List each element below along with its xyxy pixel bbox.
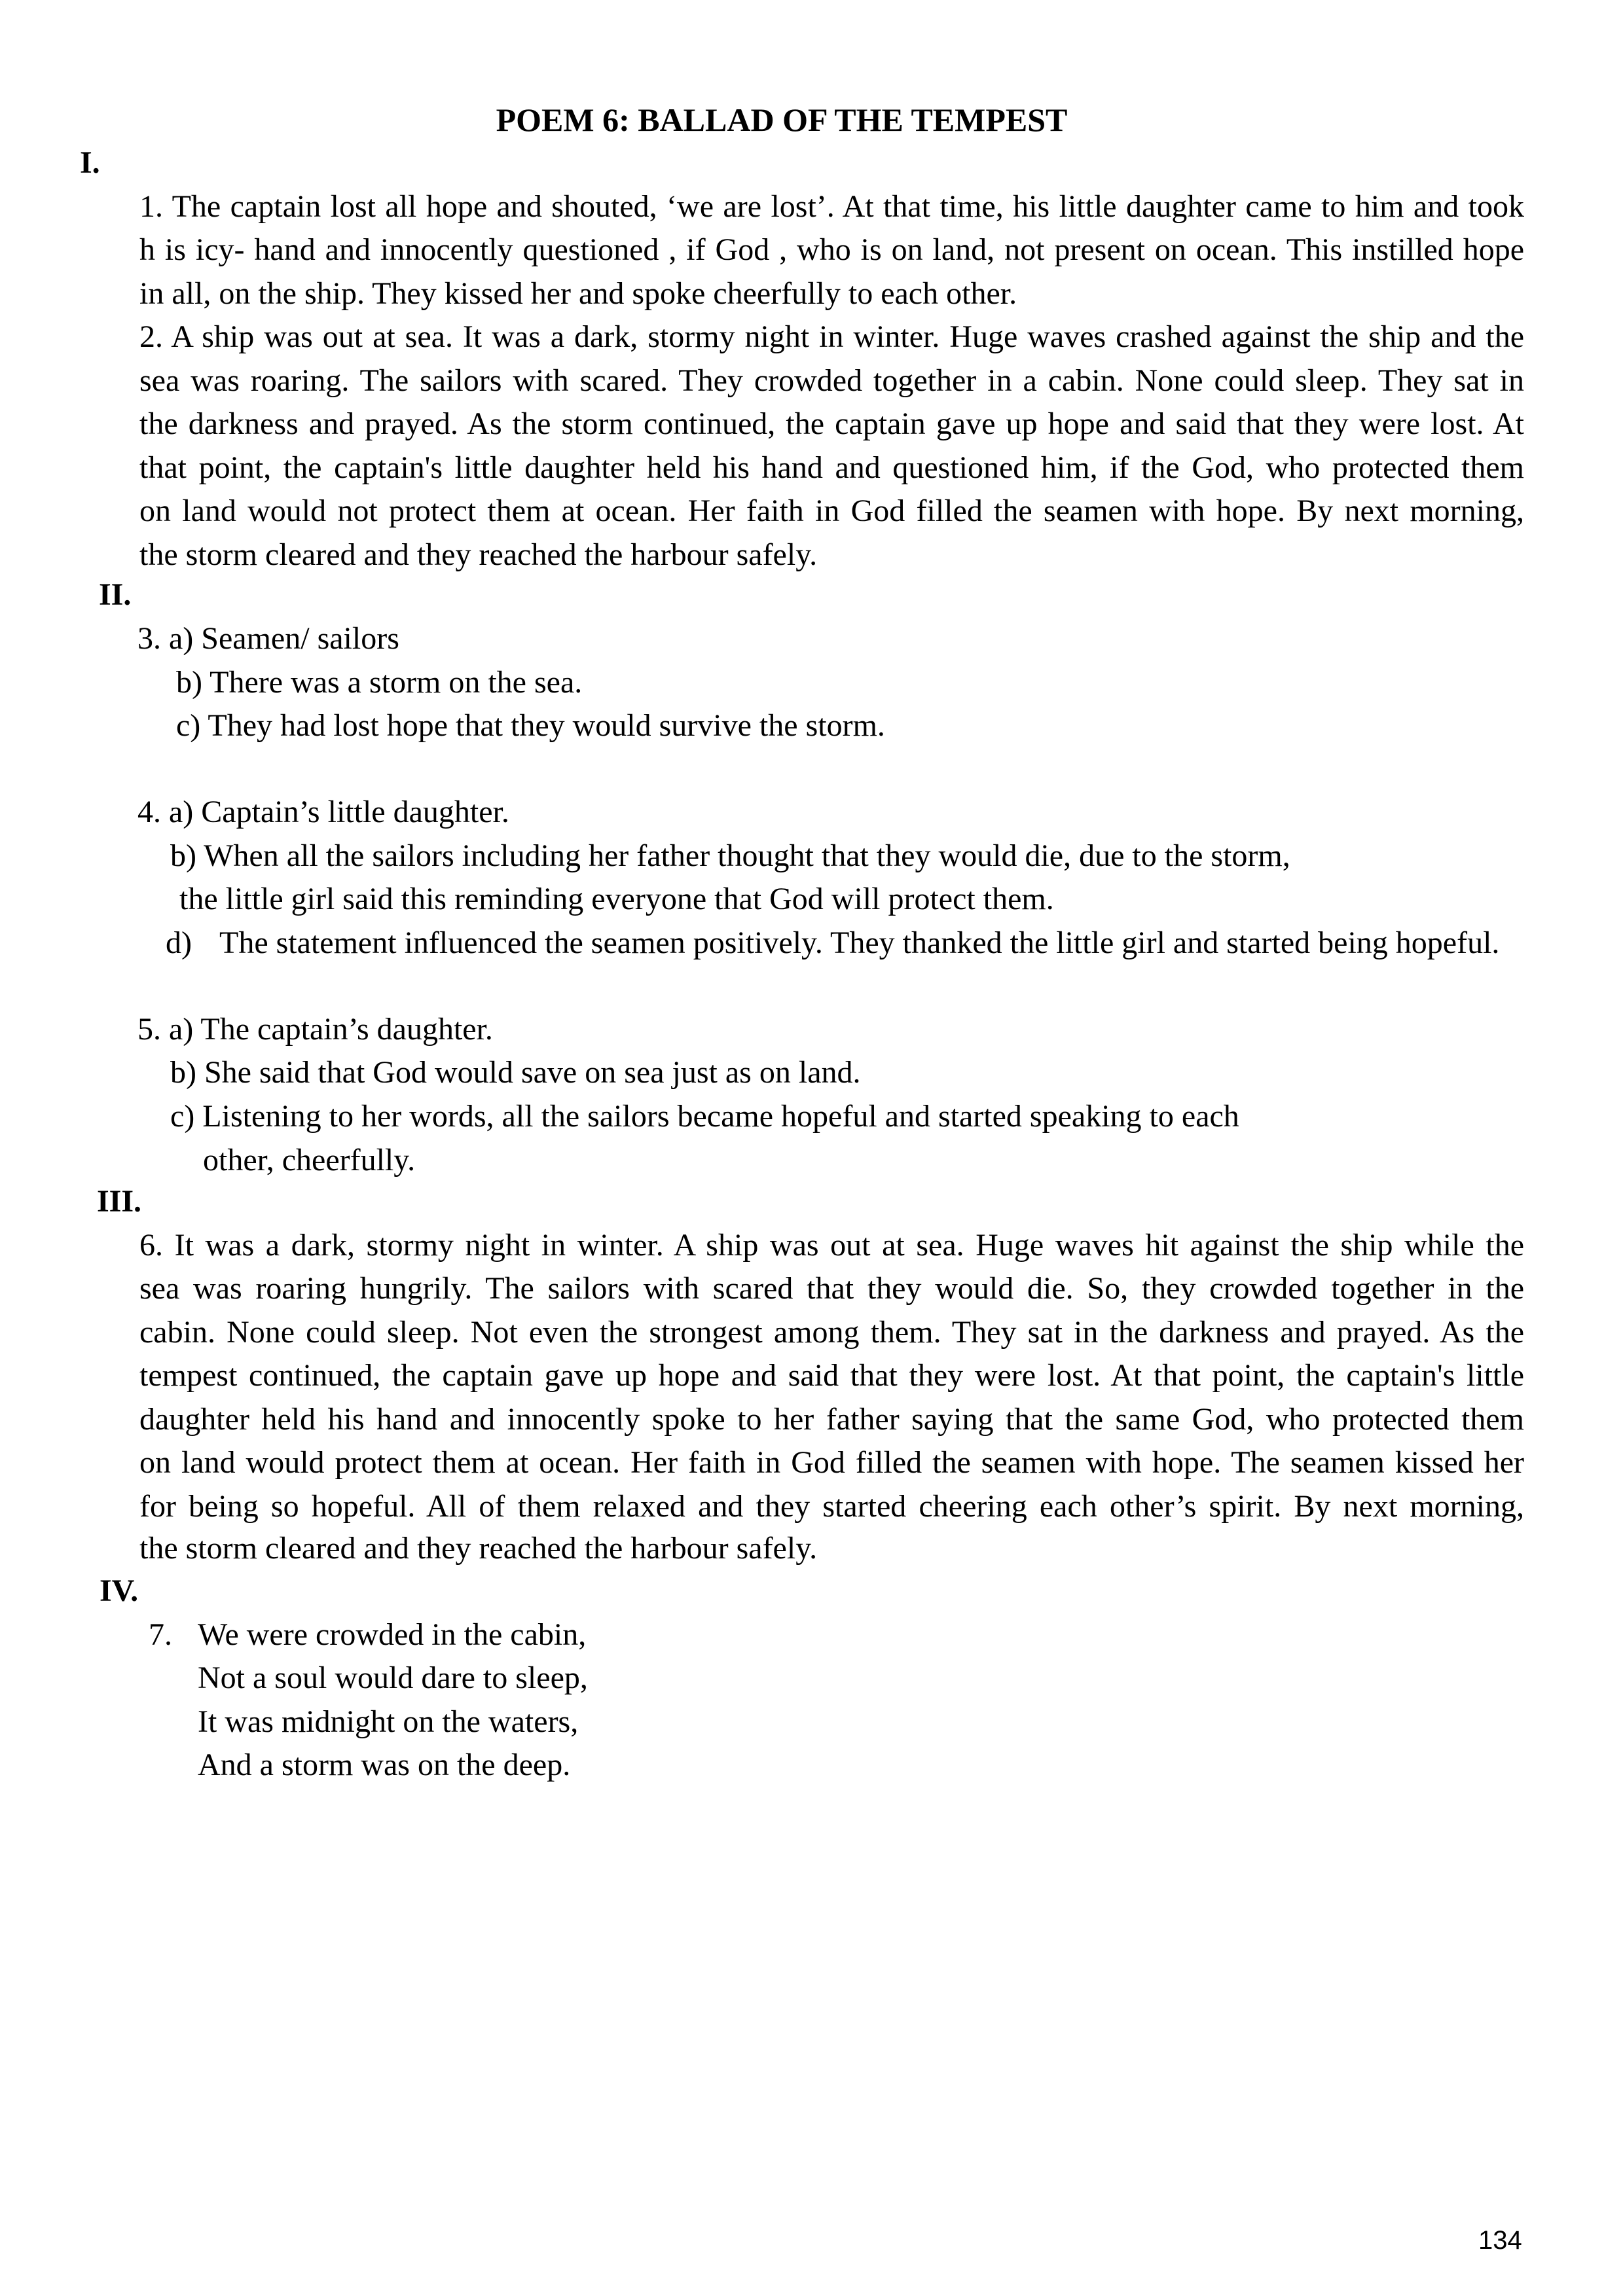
answer-line: the storm cleared and they reached the harbour safely. [139,537,818,572]
answer-line: 5. a) The captain’s daughter. [137,1012,493,1047]
answer-line: daughter held his hand and innocently spoke to her father saying that the same God, who protected them [139,1402,1524,1437]
list-number: 7. [149,1617,172,1652]
poem-line: And a storm was on the deep. [198,1748,571,1782]
answer-line: b) She said that God would save on sea just as on land. [170,1055,861,1090]
page-title: POEM 6: BALLAD OF THE TEMPEST [496,101,1068,138]
answer-line: the darkness and prayed. As the storm continued, the captain gave up hope and said that they were lost. At [139,406,1524,441]
section-heading-iv: IV. [100,1573,139,1608]
poem-line: We were crowded in the cabin, [198,1617,587,1652]
answer-line: h is icy- hand and innocently questioned , if God , who is on land, not present on ocean. This instilled hope [139,232,1524,267]
answer-line: that point, the captain's little daughter held his hand and questioned him, if the God, who protected them [139,450,1524,485]
section-heading-ii: II. [99,577,132,612]
poem-line: Not a soul would dare to sleep, [198,1660,588,1695]
answer-line: on land would protect them at ocean. Her faith in God filled the seamen with hope. The seamen kissed her [139,1445,1524,1480]
answer-marker: d) [166,925,192,960]
answer-line: on land would not protect them at ocean. Her faith in God filled the seamen with hope. By next morning, [139,493,1524,528]
answer-line: 4. a) Captain’s little daughter. [137,795,509,829]
answer-line: the little girl said this reminding everyone that God will protect them. [179,882,1054,916]
answer-line: for being so hopeful. All of them relaxed and they started cheering each other’s spirit. By next morning, [139,1489,1524,1524]
answer-line: sea was roaring. The sailors with scared. They crowded together in a cabin. None could sleep. They sat in [139,363,1524,398]
poem-line: It was midnight on the waters, [198,1704,579,1739]
answer-line: c) They had lost hope that they would survive the storm. [176,708,885,743]
answer-line: 6. It was a dark, stormy night in winter. A ship was out at sea. Huge waves hit against the ship while the [139,1228,1524,1263]
section-heading-iii: III. [97,1184,142,1219]
page-number: 134 [1478,2226,1522,2255]
section-heading-i: I. [80,145,100,180]
answer-line: b) There was a storm on the sea. [176,665,583,700]
answer-line: c) Listening to her words, all the sailors became hopeful and started speaking to each [170,1099,1239,1134]
answer-line: sea was roaring hungrily. The sailors with scared that they would die. So, they crowded together in the [139,1271,1524,1306]
answer-line: tempest continued, the captain gave up hope and said that they were lost. At that point, the captain's little [139,1358,1524,1393]
answer-line: 1. The captain lost all hope and shouted, ‘we are lost’. At that time, his little daughter came to him and took [139,189,1524,224]
answer-line: cabin. None could sleep. Not even the strongest among them. They sat in the darkness and prayed. As the [139,1315,1524,1350]
answer-line: The statement influenced the seamen positively. They thanked the little girl and started being hopeful. [219,925,1500,960]
answer-line: 3. a) Seamen/ sailors [137,621,399,656]
answer-line: the storm cleared and they reached the harbour safely. [139,1531,818,1566]
answer-line: b) When all the sailors including her father thought that they would die, due to the storm, [170,838,1290,873]
answer-line: other, cheerfully. [203,1143,416,1177]
answer-line: in all, on the ship. They kissed her and spoke cheerfully to each other. [139,276,1017,311]
answer-line: 2. A ship was out at sea. It was a dark, stormy night in winter. Huge waves crashed against the ship and the [139,319,1524,354]
